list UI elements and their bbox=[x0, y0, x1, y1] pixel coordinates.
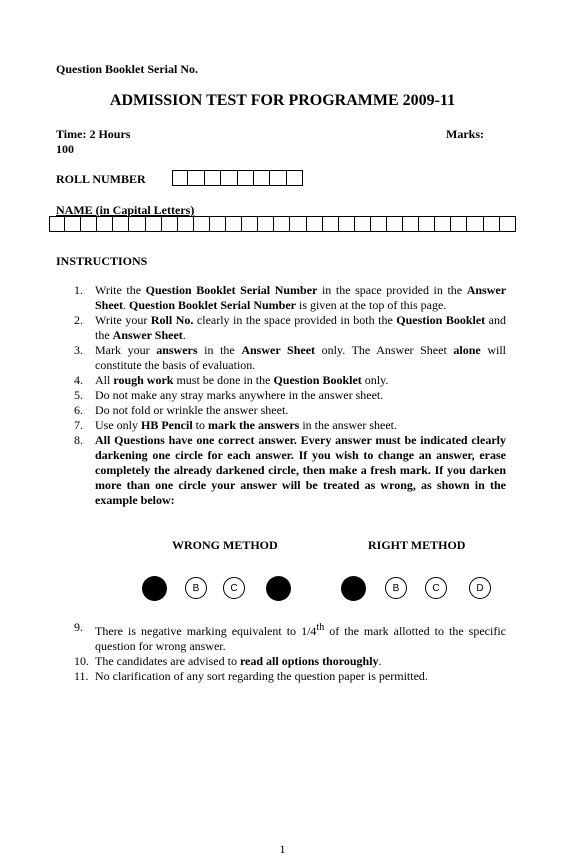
instruction-item bbox=[74, 654, 506, 669]
name-letter-box[interactable] bbox=[339, 216, 355, 232]
instruction-number: 4. bbox=[74, 373, 83, 387]
instruction-item bbox=[74, 313, 506, 343]
right-example-option-circle: D bbox=[469, 577, 491, 599]
instruction-number: 9. bbox=[74, 620, 83, 634]
name-letter-box[interactable] bbox=[451, 216, 467, 232]
instruction-text: All rough work must be done in the Question Booklet only. bbox=[95, 373, 389, 387]
roll-number-box[interactable] bbox=[270, 170, 286, 186]
name-letter-box[interactable] bbox=[226, 216, 242, 232]
name-letter-box[interactable] bbox=[146, 216, 162, 232]
booklet-serial-label: Question Booklet Serial No. bbox=[56, 62, 199, 76]
name-letter-box[interactable] bbox=[178, 216, 194, 232]
instruction-item bbox=[74, 283, 506, 313]
instruction-item bbox=[74, 343, 506, 373]
instruction-text: Do not make any stray marks anywhere in the answer sheet. bbox=[95, 388, 384, 402]
right-method-label: RIGHT METHOD bbox=[368, 538, 466, 552]
name-letter-box[interactable] bbox=[435, 216, 451, 232]
instruction-number: 2. bbox=[74, 313, 83, 327]
wrong-example-option-circle: C bbox=[223, 577, 245, 599]
name-letter-box[interactable] bbox=[323, 216, 339, 232]
roll-number-label: ROLL NUMBER bbox=[56, 172, 146, 186]
instruction-number: 1. bbox=[74, 283, 83, 297]
instruction-text: Use only HB Pencil to mark the answers in the answer sheet. bbox=[95, 418, 397, 432]
name-letter-box[interactable] bbox=[355, 216, 371, 232]
wrong-example-filled-circle bbox=[266, 576, 291, 601]
marks-value: 100 bbox=[56, 142, 74, 156]
name-boxes[interactable] bbox=[49, 216, 516, 232]
name-letter-box[interactable] bbox=[467, 216, 483, 232]
right-example-filled-circle bbox=[341, 576, 366, 601]
name-letter-box[interactable] bbox=[162, 216, 178, 232]
name-letter-box[interactable] bbox=[242, 216, 258, 232]
right-example-option-circle: B bbox=[385, 577, 407, 599]
instruction-text: No clarification of any sort regarding the question paper is permitted. bbox=[95, 669, 428, 683]
roll-number-box[interactable] bbox=[287, 170, 303, 186]
instruction-text: There is negative marking equivalent to 1/4th of the mark allotted to the specific question for wrong answer. bbox=[95, 622, 506, 653]
instruction-text: Write your Roll No. clearly in the space provided in both the Question Booklet and the Answer Sheet. bbox=[95, 313, 506, 342]
name-letter-box[interactable] bbox=[210, 216, 226, 232]
instruction-text: All Questions have one correct answer. Every answer must be indicated clearly darkening one circle for each answer. If you wish to change an answer, erase completely the already darkened circle, then make a fresh mark. If you darken more than one circle your answer will be treated as wrong, as shown in the example below: bbox=[95, 433, 506, 507]
instruction-number: 6. bbox=[74, 403, 83, 417]
instruction-number: 10. bbox=[74, 654, 89, 668]
roll-number-box[interactable] bbox=[254, 170, 270, 186]
name-letter-box[interactable] bbox=[371, 216, 387, 232]
instruction-item bbox=[74, 418, 506, 433]
name-label: NAME (in Capital Letters) bbox=[56, 203, 195, 217]
name-letter-box[interactable] bbox=[307, 216, 323, 232]
name-letter-box[interactable] bbox=[403, 216, 419, 232]
marks-label: Marks: bbox=[446, 127, 484, 141]
instruction-item bbox=[74, 433, 506, 508]
roll-number-box[interactable] bbox=[238, 170, 254, 186]
name-letter-box[interactable] bbox=[290, 216, 306, 232]
name-letter-box[interactable] bbox=[129, 216, 145, 232]
roll-number-box[interactable] bbox=[188, 170, 204, 186]
name-letter-box[interactable] bbox=[194, 216, 210, 232]
name-letter-box[interactable] bbox=[97, 216, 113, 232]
instruction-item bbox=[74, 373, 506, 388]
roll-number-boxes[interactable] bbox=[172, 170, 303, 186]
right-example-option-circle: C bbox=[425, 577, 447, 599]
instruction-text: Write the Question Booklet Serial Number in the space provided in the Answer Sheet. Question Booklet Serial Number is given at the top of this page. bbox=[95, 283, 507, 312]
instruction-item bbox=[74, 620, 506, 654]
instruction-number: 5. bbox=[74, 388, 83, 402]
instruction-number: 11. bbox=[74, 669, 89, 683]
instruction-item bbox=[74, 388, 506, 403]
name-letter-box[interactable] bbox=[113, 216, 129, 232]
name-letter-box[interactable] bbox=[419, 216, 435, 232]
instruction-text: The candidates are advised to read all options thoroughly. bbox=[95, 654, 382, 668]
instruction-text: Mark your answers in the Answer Sheet only. The Answer Sheet alone will constitute the basis of evaluation. bbox=[95, 343, 507, 372]
name-letter-box[interactable] bbox=[500, 216, 516, 232]
instruction-text: Do not fold or wrinkle the answer sheet. bbox=[95, 403, 289, 417]
instruction-number: 8. bbox=[74, 433, 83, 447]
roll-number-box[interactable] bbox=[205, 170, 221, 186]
wrong-method-label: WRONG METHOD bbox=[172, 538, 278, 552]
instructions-list bbox=[74, 283, 506, 508]
name-letter-box[interactable] bbox=[65, 216, 81, 232]
roll-number-box[interactable] bbox=[172, 170, 188, 186]
name-letter-box[interactable] bbox=[258, 216, 274, 232]
name-letter-box[interactable] bbox=[274, 216, 290, 232]
page-title: ADMISSION TEST FOR PROGRAMME 2009-11 bbox=[109, 92, 456, 109]
instruction-number: 7. bbox=[74, 418, 83, 432]
page-number: 1 bbox=[279, 842, 286, 856]
instruction-item bbox=[74, 669, 506, 684]
name-letter-box[interactable] bbox=[387, 216, 403, 232]
name-letter-box[interactable] bbox=[81, 216, 97, 232]
time-label: Time: 2 Hours bbox=[56, 127, 131, 141]
wrong-example-option-circle: B bbox=[185, 577, 207, 599]
name-letter-box[interactable] bbox=[484, 216, 500, 232]
wrong-example-filled-circle bbox=[142, 576, 167, 601]
instruction-number: 3. bbox=[74, 343, 83, 357]
roll-number-box[interactable] bbox=[221, 170, 237, 186]
name-letter-box[interactable] bbox=[49, 216, 65, 232]
instruction-item bbox=[74, 403, 506, 418]
instructions-list-continued bbox=[74, 620, 506, 684]
instructions-heading: INSTRUCTIONS bbox=[56, 254, 148, 268]
